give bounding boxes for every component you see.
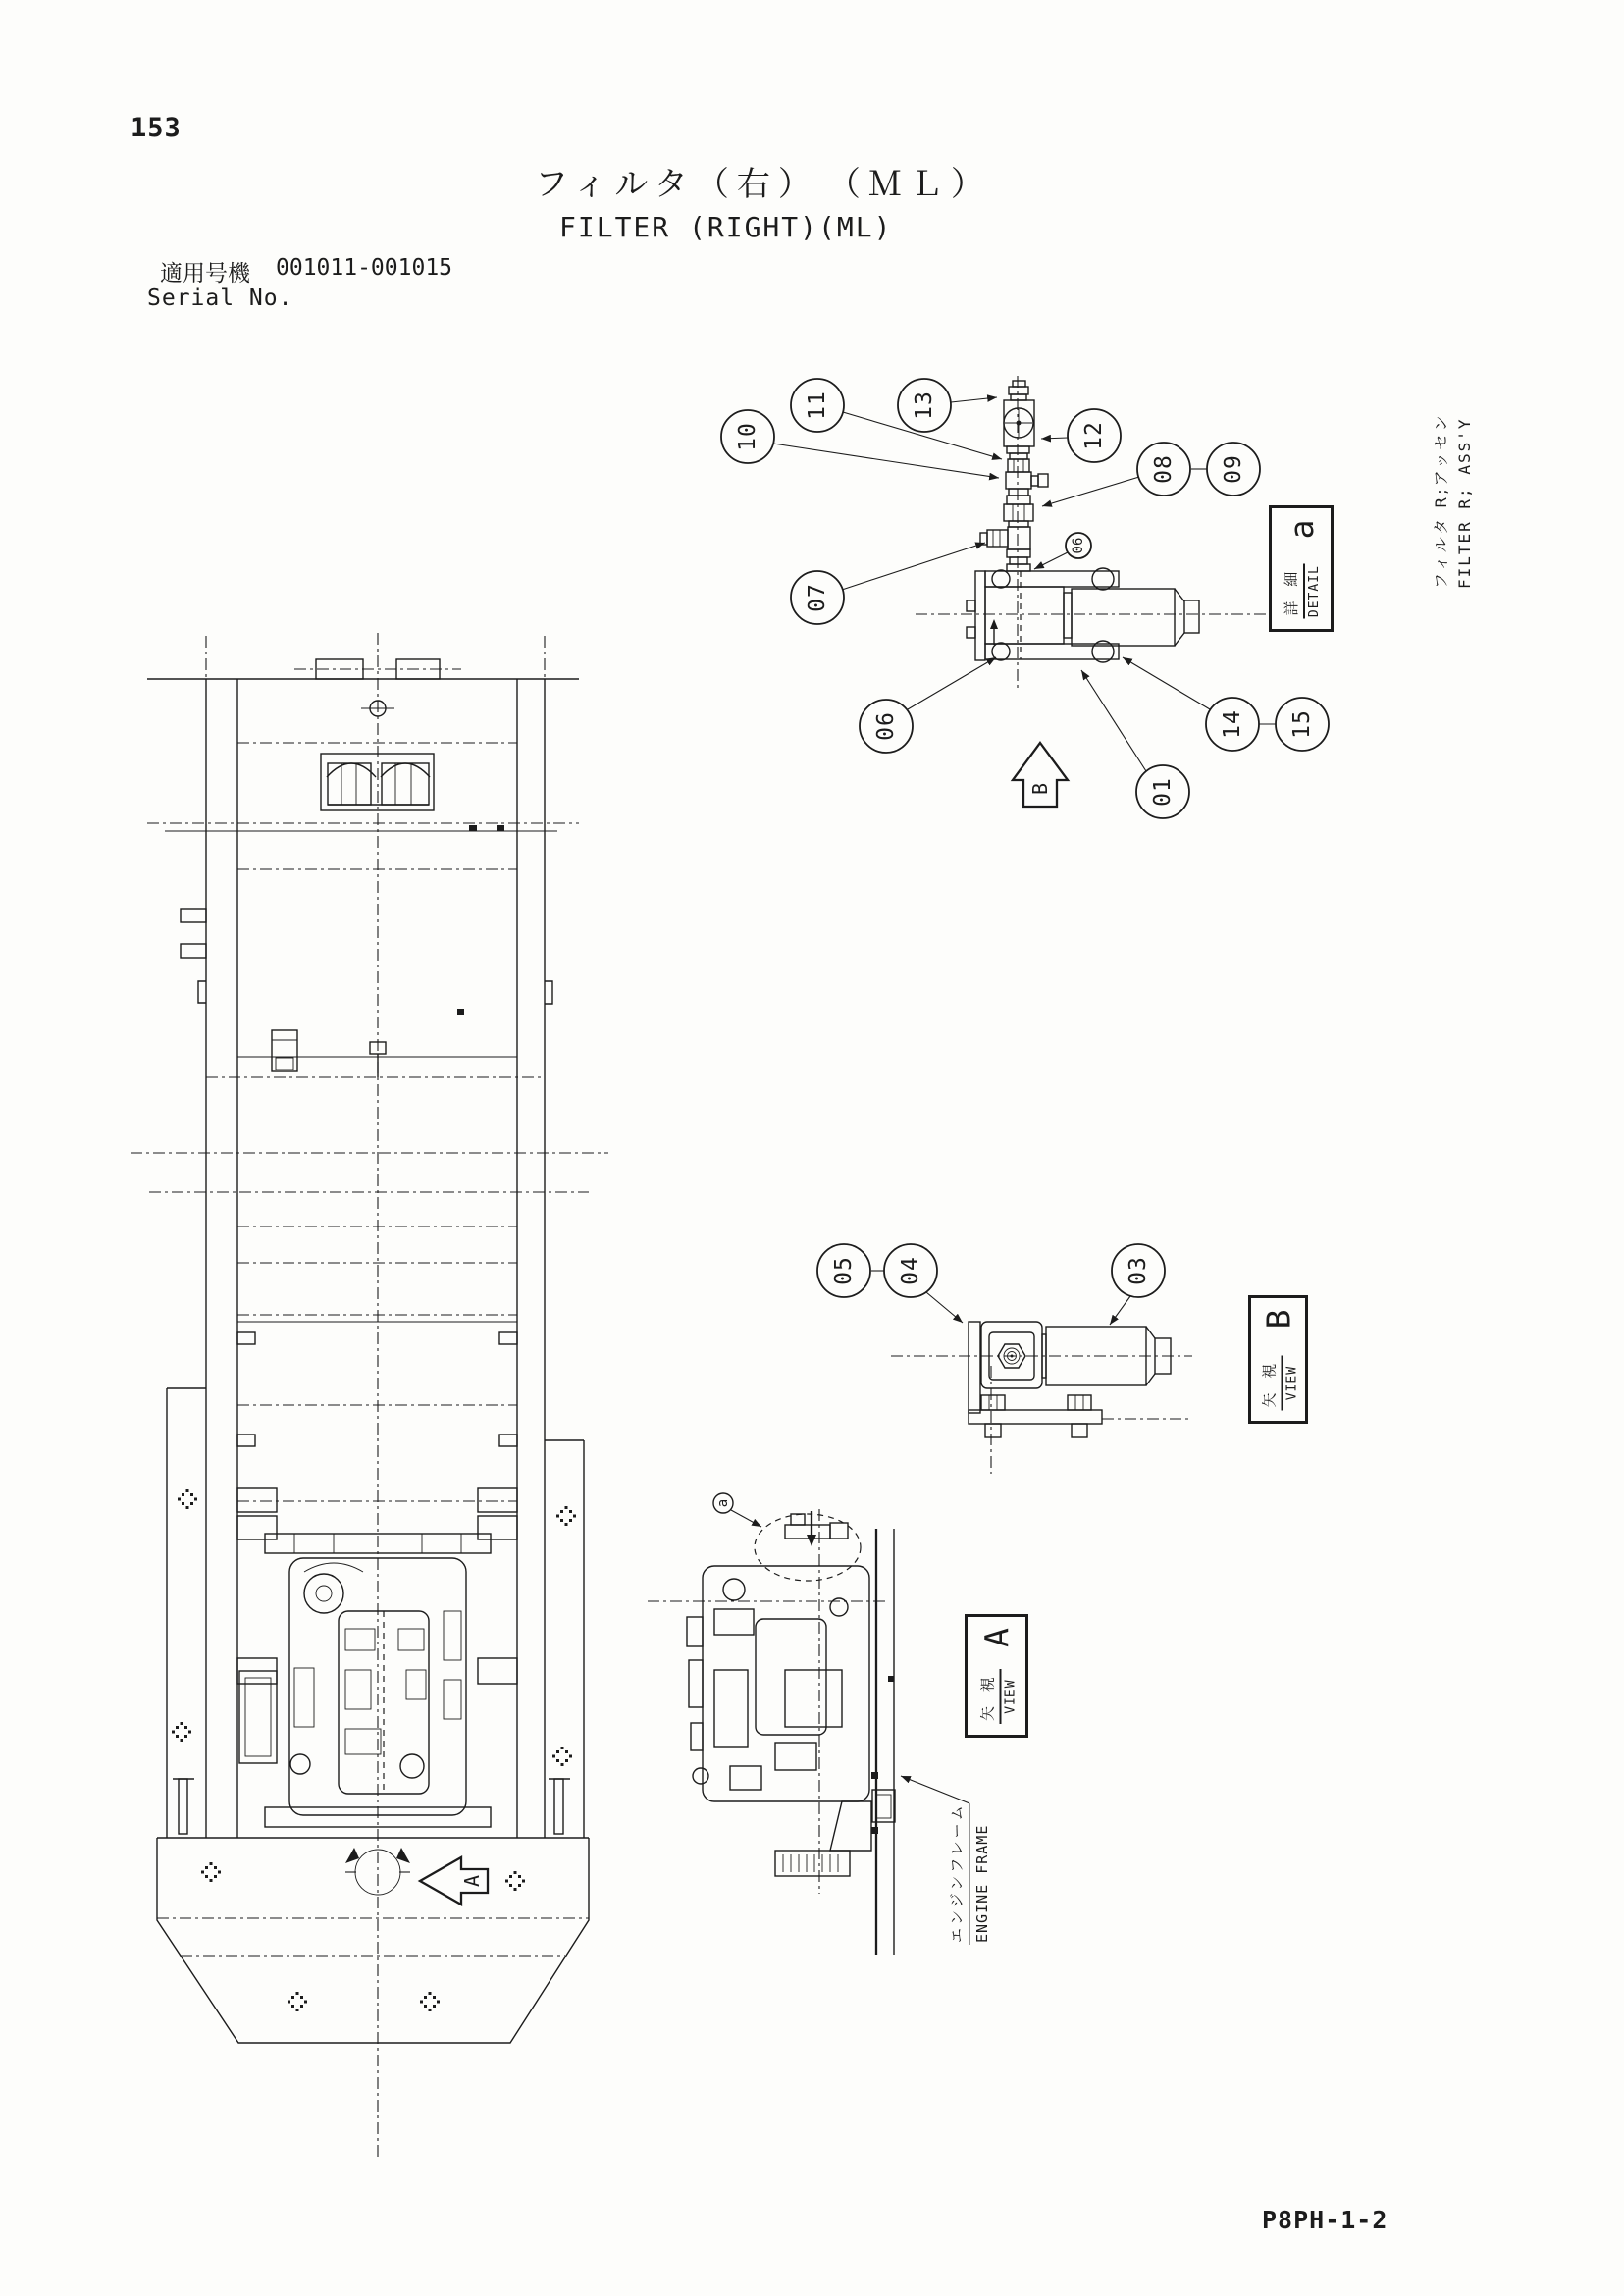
callout-14 (1206, 698, 1259, 751)
callout-15 (1276, 698, 1329, 751)
callout-10 (721, 410, 774, 463)
detail-box-letter: a (1282, 519, 1321, 539)
callout-07 (791, 571, 844, 624)
callout-09 (1207, 443, 1260, 496)
callout-01 (1136, 765, 1189, 818)
serial-range-value: 001011-001015 (276, 255, 453, 281)
engine-frame-label-en: ENGINE FRAME (973, 1824, 991, 1943)
assembly-caption-en: FILTER R; ASS'Y (1455, 417, 1474, 589)
view-a-box (965, 1614, 1028, 1738)
svg-text:11: 11 (805, 391, 830, 420)
svg-text:15: 15 (1289, 709, 1315, 739)
svg-text:06: 06 (1071, 537, 1086, 554)
view-direction-arrow-a (420, 1857, 488, 1905)
assembly-caption (1429, 383, 1474, 589)
svg-text:06: 06 (873, 711, 899, 741)
applicable-serial-label-ja: 適用号機 (160, 261, 250, 287)
document-code: P8PH-1-2 (1262, 2206, 1388, 2234)
callout-04 (884, 1244, 937, 1297)
engine-frame-label (901, 1776, 991, 1945)
engine-frame-label-ja: エンジンフレーム (948, 1802, 966, 1943)
arrow-letter-a: A (460, 1874, 484, 1888)
view-b-box-label-ja: 矢 視 (1258, 1355, 1283, 1410)
svg-text:a: a (715, 1498, 731, 1508)
page-title-english: FILTER (RIGHT)(ML) (559, 211, 893, 243)
svg-text:07: 07 (805, 583, 830, 612)
svg-text:12: 12 (1081, 421, 1107, 450)
svg-text:13: 13 (912, 391, 937, 420)
svg-text:01: 01 (1150, 777, 1176, 807)
svg-text:04: 04 (898, 1256, 923, 1285)
view-b-box (1248, 1295, 1308, 1424)
callout-06-upper (1066, 533, 1091, 558)
callout-13 (898, 379, 951, 432)
plan-view-drawing (93, 618, 623, 2198)
view-b-drawing (805, 1217, 1217, 1491)
arrow-letter-b: B (1028, 782, 1052, 796)
page-title-japanese: フィルタ（右） （ＭＬ） (535, 165, 992, 204)
callout-03 (1112, 1244, 1165, 1297)
view-b-box-label-en: VIEW (1283, 1365, 1299, 1400)
assembly-caption-ja: フィルタ R;アッセン (1432, 412, 1450, 589)
page-number: 153 (131, 113, 182, 143)
view-b-box-letter: B (1259, 1309, 1297, 1329)
svg-text:03: 03 (1126, 1256, 1151, 1285)
view-a-box-label-ja: 矢 視 (976, 1669, 1001, 1724)
callout-12 (1068, 409, 1121, 462)
view-a-box-letter: A (977, 1628, 1016, 1647)
detail-box (1269, 505, 1334, 632)
view-direction-arrow-b (1013, 743, 1068, 807)
callout-08 (1137, 443, 1190, 496)
callout-06-lower (860, 700, 913, 753)
serial-label-english: Serial No. (147, 286, 293, 311)
svg-text:08: 08 (1151, 454, 1177, 484)
callout-11 (791, 379, 844, 432)
view-a-box-label-en: VIEW (1002, 1679, 1018, 1714)
detail-box-label-ja: 詳 細 (1281, 563, 1305, 618)
svg-text:09: 09 (1221, 454, 1246, 484)
svg-text:10: 10 (735, 422, 760, 451)
svg-text:05: 05 (831, 1256, 857, 1285)
detail-box-label-en: DETAIL (1307, 564, 1322, 617)
callout-05 (817, 1244, 870, 1297)
svg-text:14: 14 (1220, 709, 1245, 739)
detail-pointer-a (713, 1493, 761, 1527)
